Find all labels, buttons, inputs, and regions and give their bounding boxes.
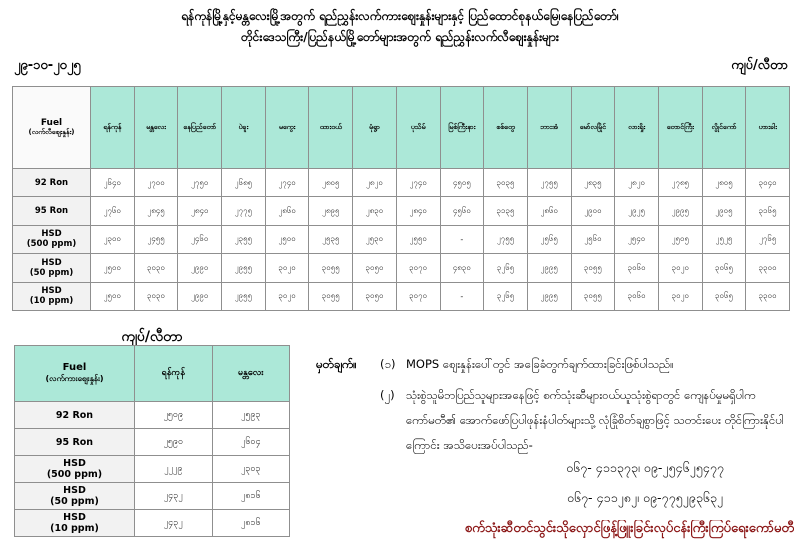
price-cell: ၃၀၆၅	[702, 254, 746, 282]
price-cell: ၃၀၂၀	[658, 254, 702, 282]
price-cell: ၂၇၆၅	[746, 225, 790, 253]
price-cell: ၂၉၉၀	[178, 254, 222, 282]
fuel-price-row	[13, 169, 790, 197]
price-cell: ၃၃၀၀	[746, 282, 790, 310]
fuel-price-row	[15, 402, 290, 429]
notes-label: မှတ်ချက်။	[316, 357, 357, 371]
price-cell: ၂၅၉၃	[212, 402, 290, 429]
retail-table-header-row	[13, 87, 790, 169]
fuel-type-label: HSD (500 ppm)	[13, 225, 91, 253]
city-header: ဘားအံ	[527, 87, 571, 169]
city-header: မန္တလေး	[134, 87, 178, 169]
city-header: လားရှိုး	[615, 87, 659, 169]
fuel-type-label: 92 Ron	[13, 169, 91, 197]
price-cell: ၂၅၂၅	[702, 225, 746, 253]
price-cell: ၃၀၆၅	[702, 282, 746, 310]
price-cell: ၂၇၆၀	[91, 197, 135, 225]
price-cell: ၄၅၆၀	[440, 197, 484, 225]
price-cell: ၂၅၀၅	[658, 225, 702, 253]
fuel-type-label: HSD (10 ppm)	[15, 510, 135, 537]
price-cell: ၃၀၆၀	[615, 282, 659, 310]
note-2-text: သုံးစွဲသူမိဘပြည်သူများအနေဖြင့် စက်သုံးဆီများဝယ်ယူသုံးစွဲရာတွင် ကျေနပ်မှုမရှိပါက ကော်မတီ၏ အောက်ဖော်ပြပါဖုန်းနံပါတ်များသို့ လုံခြုံစိတ်ချစွာဖြင့် သတင်းပေး တိုင်ကြားနိုင်ပါကြောင်း အသိပေးအပ်ပါသည်-	[406, 388, 784, 452]
price-cell: ၄၈၃၀	[440, 254, 484, 282]
price-cell: ၃၀၃၀	[134, 282, 178, 310]
city-header: ရန်ကုန်	[135, 346, 213, 402]
city-header: မကွေး	[265, 87, 309, 169]
fuel-type-label: HSD (500 ppm)	[15, 456, 135, 483]
price-cell: ၂၈၂၀	[615, 169, 659, 197]
fuel-price-row	[13, 282, 790, 310]
note-2	[316, 383, 796, 458]
price-cell: ၂၇၅၅	[527, 169, 571, 197]
price-cell: ၂၃၅၅	[222, 225, 266, 253]
fuel-type-label: HSD (50 ppm)	[15, 483, 135, 510]
city-header: ရန်ကုန်	[91, 87, 135, 169]
price-cell: ၂၇၅၅	[484, 225, 528, 253]
committee-footer: စက်သုံးဆီတင်သွင်းသိုလှောင်ဖြန့်ဖြူးခြင်းလုပ်ငန်းကြီးကြပ်ရေးကော်မတီ	[464, 521, 794, 536]
price-cell: ၂၅၅၀	[396, 225, 440, 253]
price-cell: ၂၃၀၃	[212, 456, 290, 483]
fuel-price-row	[15, 429, 290, 456]
price-cell: ၂၈၁၆	[212, 510, 290, 537]
price-cell: ၃၀၂၀	[265, 282, 309, 310]
phone-number-2: ၀၆၇- ၄၁၁၂၈၂၊ ၀၉-၇၇၅၂၉၃၆၃၂	[566, 490, 724, 505]
page-title-line1: ရန်ကုန်မြို့နှင့်မန္တလေးမြို့အတွက် ရည်ညွှန်းလက်ကားဈေးနှုန်းများနှင့် ပြည်ထောင်စုနယ်မြေ၊နေပြည်တော်၊	[181, 9, 619, 23]
price-cell: ၃၁၃၅	[484, 197, 528, 225]
price-cell: ၂၅၆၀	[571, 225, 615, 253]
price-cell: ၂၉၉၀	[178, 282, 222, 310]
page-title	[0, 6, 800, 48]
price-cell: ၃၀၃၅	[484, 169, 528, 197]
price-cell: ၂၈၆၀	[527, 197, 571, 225]
city-header: နေပြည်တော်	[178, 87, 222, 169]
city-header: ပဲခူး	[222, 87, 266, 169]
price-cell: ၃၀၇၀	[396, 254, 440, 282]
price-cell: ၂၈၀၅	[702, 169, 746, 197]
price-cell: ၂၈၁၆	[212, 483, 290, 510]
unit-label-top: ကျပ်/လီတာ	[731, 58, 788, 73]
fuel-type-label: HSD (50 ppm)	[13, 254, 91, 282]
city-header: မော်လမြိုင်	[571, 87, 615, 169]
city-header: တောင်ကြီး	[658, 87, 702, 169]
fuel-type-label: HSD (10 ppm)	[13, 282, 91, 310]
price-cell: ၂၉၀၀	[571, 197, 615, 225]
price-cell: ၂၇၄၀	[265, 169, 309, 197]
fuel-price-row	[13, 254, 790, 282]
price-cell: ၃၂၆၅	[484, 282, 528, 310]
price-cell: ၃၀၅၅	[571, 282, 615, 310]
retail-price-table	[12, 86, 790, 311]
price-cell: ၂၇၅၀	[178, 169, 222, 197]
price-cell: ၂၅၀၀	[265, 225, 309, 253]
note-2-number: (၂)	[380, 388, 395, 402]
price-cell: ၃၀၅၀	[353, 254, 397, 282]
price-cell: ၂၉၉၅	[527, 254, 571, 282]
price-cell: ၂၈၄၅	[134, 197, 178, 225]
price-cell: ၂၅၉၀	[135, 429, 213, 456]
fuel-price-row	[15, 483, 290, 510]
price-cell: ၂၈၂၀	[353, 169, 397, 197]
price-cell: ၃၀၂၀	[658, 282, 702, 310]
price-cell: ၂၉၅၅	[222, 282, 266, 310]
price-cell: ၂၃၀၀	[91, 225, 135, 253]
price-cell: ၂၇၀၀	[134, 169, 178, 197]
price-cell: ၂၉၀၅	[702, 197, 746, 225]
price-cell: ၂၇၈၅	[658, 169, 702, 197]
notes-section	[316, 352, 796, 458]
price-cell: ၃၀၅၅	[309, 282, 353, 310]
price-cell: ၃၀၂၀	[265, 254, 309, 282]
price-cell: ၂၈၃၅	[571, 169, 615, 197]
price-cell: ၂၅၃၀	[353, 225, 397, 253]
city-header: မန္တလေး	[212, 346, 290, 402]
fuel-price-row	[13, 197, 790, 225]
wholesale-table-header-row	[15, 346, 290, 402]
price-cell: ၂၆၈၅	[222, 169, 266, 197]
price-cell: -	[440, 225, 484, 253]
note-1	[316, 352, 796, 377]
price-cell: ၃၀၇၀	[396, 282, 440, 310]
price-cell: ၃၂၆၅	[484, 254, 528, 282]
price-cell: ၂၈၉၅	[309, 197, 353, 225]
price-cell: ၂၄၆၀	[178, 225, 222, 253]
price-cell: ၂၈၆၀	[265, 197, 309, 225]
price-cell: ၂၈၄၀	[396, 197, 440, 225]
price-cell: ၂၅၄၀	[615, 225, 659, 253]
price-cell: ၃၀၃၀	[134, 254, 178, 282]
city-header: လွိုင်ကော်	[702, 87, 746, 169]
price-cell: ၃၀၅၀	[353, 282, 397, 310]
price-cell: ၂၈၃၀	[353, 197, 397, 225]
price-cell: ၂၂၂၉	[135, 456, 213, 483]
price-cell: ၂၉၂၅	[615, 197, 659, 225]
price-cell: ၂၇၇၅	[222, 197, 266, 225]
phone-number-1: ၀၆၇- ၄၁၁၃၇၃၊ ၀၉-၂၅၄၆၂၅၄၇၇	[566, 460, 724, 475]
price-cell: ၃၁၆၅	[746, 197, 790, 225]
price-cell: ၂၄၃၂	[135, 510, 213, 537]
price-cell: ၂၇၄၀	[396, 169, 440, 197]
price-cell: ၂၉၅၅	[222, 254, 266, 282]
price-cell: ၂၆၄၀	[91, 169, 135, 197]
fuel-type-label: 92 Ron	[15, 402, 135, 429]
fuel-column-header: Fuel (လက်ကားဈေးနှုန်း)	[15, 346, 135, 402]
fuel-type-label: 95 Ron	[13, 197, 91, 225]
fuel-price-row	[15, 456, 290, 483]
page-title-line2: တိုင်းဒေသကြီး/ပြည်နယ်မြို့တော်များအတွက် ရည်ညွှန်းလက်လီဈေးနှုန်းများ	[241, 30, 559, 44]
unit-label-bottom: ကျပ်/လီတာ	[121, 329, 183, 345]
fuel-column-header: Fuel (လက်လီဈေးနှုန်း)	[13, 87, 91, 169]
city-header: ထားဝယ်	[309, 87, 353, 169]
price-cell: ၃၀၄၀	[746, 169, 790, 197]
price-cell: ၂၈၄၀	[178, 197, 222, 225]
note-1-text: MOPS ဈေးနှုန်းပေါ်တွင် အခြေခံတွက်ချက်ထားခြင်းဖြစ်ပါသည်။	[406, 357, 674, 371]
price-cell: ၃၀၅၅	[571, 254, 615, 282]
price-cell: ၂၉၉၅	[527, 282, 571, 310]
price-cell: ၃၀၅၅	[309, 254, 353, 282]
price-cell: ၂၄၃၂	[135, 483, 213, 510]
city-header: မုံရွာ	[353, 87, 397, 169]
city-header: စစ်တွေ	[484, 87, 528, 169]
price-cell: ၂၄၅၅	[134, 225, 178, 253]
city-header: ဟားခါး	[746, 87, 790, 169]
price-cell: ၃၃၀၀	[746, 254, 790, 282]
price-cell: ၂၉၉၅	[658, 197, 702, 225]
price-cell: ၂၈၀၅	[309, 169, 353, 197]
note-1-number: (၁)	[380, 357, 396, 371]
price-cell: -	[440, 282, 484, 310]
price-cell: ၂၅၀၀	[91, 254, 135, 282]
fuel-price-row	[13, 225, 790, 253]
price-cell: ၂၅၃၅	[309, 225, 353, 253]
price-cell: ၄၅၀၅	[440, 169, 484, 197]
fuel-price-row	[15, 510, 290, 537]
price-cell: ၃၀၆၀	[615, 254, 659, 282]
price-cell: ၂၅၆၅	[527, 225, 571, 253]
city-header: မြစ်ကြီးနား	[440, 87, 484, 169]
price-cell: ၂၆၀၄	[212, 429, 290, 456]
city-header: ပုသိမ်	[396, 87, 440, 169]
price-cell: ၂၅၀၀	[91, 282, 135, 310]
notice-date: ၂၉-၁၀-၂၀၂၅	[14, 58, 81, 73]
price-cell: ၂၅၀၉	[135, 402, 213, 429]
wholesale-price-table	[14, 345, 290, 537]
fuel-type-label: 95 Ron	[15, 429, 135, 456]
